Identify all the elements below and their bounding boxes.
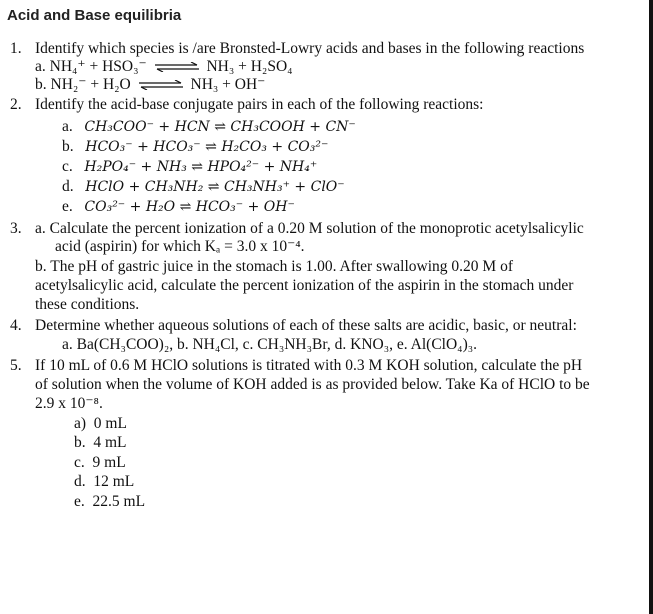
q2-item-label: c.	[62, 158, 73, 175]
q3-part-b-line3: these conditions.	[35, 296, 140, 313]
q5-item-label: b.	[74, 434, 86, 451]
q1b-products: NH₃ + OH⁻	[190, 76, 266, 93]
question-2-text: Identify the acid-base conjugate pairs in each of the following reactions:	[35, 96, 484, 113]
q2-item-e	[62, 198, 295, 216]
q2-item-label: b.	[62, 138, 74, 155]
q1a-products: NH₃ + H₂SO₄	[206, 58, 293, 75]
q5-item-value: 0 mL	[93, 415, 127, 432]
question-2-number: 2.	[10, 96, 22, 113]
q2-item-label: d.	[62, 178, 74, 195]
q2-item-label: a.	[62, 118, 73, 135]
q3-part-b-line1: b. The pH of gastric juice in the stomach is 1.00. After swallowing 0.20 M of	[35, 258, 513, 275]
question-4-number: 4.	[10, 317, 22, 334]
q5-item-value: 4 mL	[93, 434, 127, 451]
q2-item-equation: CH₃COO⁻ + HCN ⇌ CH₃COOH + CN⁻	[84, 119, 356, 135]
q1a-reactants: a. NH₄⁺ + HSO₃⁻	[35, 58, 147, 75]
question-3-number: 3.	[10, 220, 22, 237]
q5-item-b	[74, 434, 127, 452]
page-edge-divider	[649, 0, 653, 614]
q5-item-label: c.	[74, 454, 85, 471]
q5-item-label: a)	[74, 415, 87, 432]
q3-part-a-line2: acid (aspirin) for which Kₐ = 3.0 x 10⁻⁴.	[55, 238, 305, 255]
question-5-line1: If 10 mL of 0.6 M HClO solutions is titrated with 0.3 M KOH solution, calculate the pH	[35, 357, 583, 374]
question-4-text: Determine whether aqueous solutions of each of these salts are acidic, basic, or neutral:	[35, 317, 577, 334]
q5-item-c	[74, 454, 126, 472]
question-5-number: 5.	[10, 357, 22, 374]
question-1-text: Identify which species is /are Bronsted-Lowry acids and bases in the following reactions	[35, 40, 585, 57]
q2-item-a	[62, 118, 356, 136]
question-5-line3: 2.9 x 10⁻⁸.	[35, 395, 103, 412]
q2-item-d	[62, 178, 345, 196]
question-1-number: 1.	[10, 40, 22, 57]
equilibrium-arrow-icon	[155, 62, 199, 72]
q1-reaction-a	[35, 58, 293, 76]
q5-item-label: e.	[74, 493, 85, 510]
q1b-reactants: b. NH₂⁻ + H₂O	[35, 76, 131, 93]
q2-item-equation: H₂PO₄⁻ + NH₃ ⇌ HPO₄²⁻ + NH₄⁺	[84, 159, 318, 175]
page-title: Acid and Base equilibria	[7, 7, 182, 24]
q5-item-d	[74, 473, 134, 491]
q2-item-equation: HClO + CH₃NH₂ ⇌ CH₃NH₃⁺ + ClO⁻	[85, 179, 345, 195]
question-5-line2: of solution when the volume of KOH added is as provided below. Take Ka of HClO to be	[35, 376, 590, 393]
q5-item-value: 9 mL	[92, 454, 126, 471]
q5-item-e	[74, 493, 145, 511]
q3-part-b-line2: acetylsalicylic acid, calculate the percent ionization of the aspirin in the stomach under	[35, 277, 574, 294]
q2-item-b	[62, 138, 328, 156]
q1-reaction-b	[35, 76, 265, 94]
q5-item-label: d.	[74, 473, 86, 490]
q3-part-a-line1: a. Calculate the percent ionization of a 0.20 M solution of the monoprotic acetylsalicylic	[35, 220, 584, 237]
q2-item-c	[62, 158, 317, 176]
q2-item-equation: HCO₃⁻ + HCO₃⁻ ⇌ H₂CO₃ + CO₃²⁻	[85, 139, 329, 155]
q5-item-value: 22.5 mL	[92, 493, 146, 510]
q5-item-a	[74, 415, 127, 433]
q2-item-label: e.	[62, 198, 73, 215]
q2-item-equation: CO₃²⁻ + H₂O ⇌ HCO₃⁻ + OH⁻	[84, 199, 295, 215]
q5-item-value: 12 mL	[93, 473, 135, 490]
q4-salts-list: a. Ba(CH₃COO)₂, b. NH₄Cl, c. CH₃NH₃Br, d. KNO₃, e. Al(ClO₄)₃.	[62, 336, 478, 353]
equilibrium-arrow-icon	[139, 80, 183, 90]
